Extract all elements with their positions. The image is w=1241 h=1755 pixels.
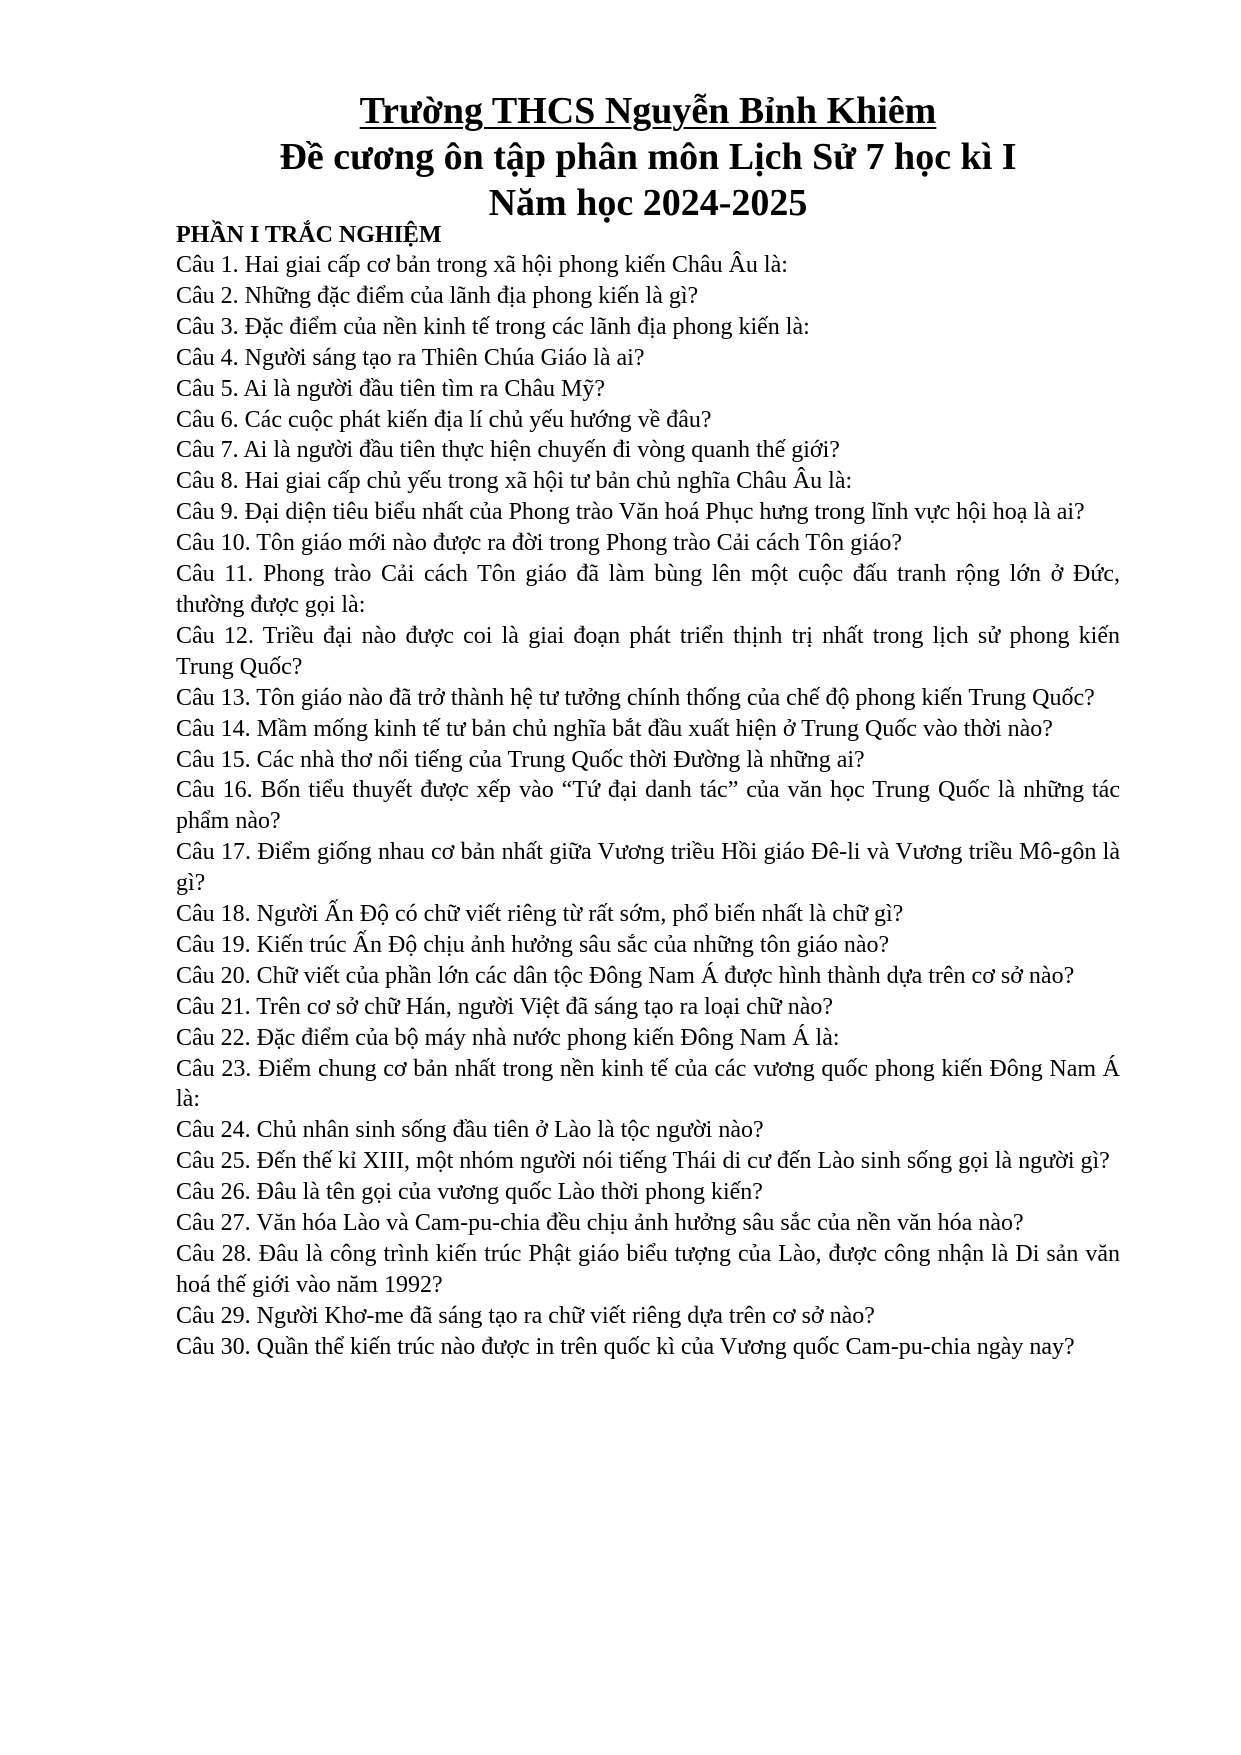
question-item: Câu 1. Hai giai cấp cơ bản trong xã hội phong kiến Châu Âu là: <box>176 252 788 278</box>
school-name: Trường THCS Nguyễn Bỉnh Khiêm <box>359 90 937 132</box>
question-item: Câu 6. Các cuộc phát kiến địa lí chủ yếu hướng về đâu? <box>176 406 712 433</box>
question-item: Câu 11. Phong trào Cải cách Tôn giáo đã làm bùng lên một cuộc đấu tranh rộng lớn ở Đức, thường được gọi là: <box>176 561 1120 618</box>
question-item: Câu 25. Đến thế kỉ XIII, một nhóm người nói tiếng Thái di cư đến Lào sinh sống gọi là người gì? <box>176 1148 1110 1175</box>
question-item: Câu 23. Điểm chung cơ bản nhất trong nền kinh tế của các vương quốc phong kiến Đông Nam Á là: <box>176 1055 1120 1113</box>
question-item: Câu 28. Đâu là công trình kiến trúc Phật giáo biểu tượng của Lào, được công nhận là Di sản văn hoá thế giới vào năm 1992? <box>176 1241 1120 1298</box>
question-item: Câu 27. Văn hóa Lào và Cam-pu-chia đều chịu ảnh hưởng sâu sắc của nền văn hóa nào? <box>176 1210 1024 1237</box>
document-title: Đề cương ôn tập phân môn Lịch Sử 7 học kì I <box>279 136 1017 178</box>
question-item: Câu 3. Đặc điểm của nền kinh tế trong các lãnh địa phong kiến là: <box>176 313 810 340</box>
question-item: Câu 24. Chủ nhân sinh sống đầu tiên ở Lào là tộc người nào? <box>176 1117 764 1144</box>
question-item: Câu 29. Người Khơ-me đã sáng tạo ra chữ viết riêng dựa trên cơ sở nào? <box>176 1302 875 1329</box>
question-item: Câu 8. Hai giai cấp chủ yếu trong xã hội tư bản chủ nghĩa Châu Âu là: <box>176 468 853 495</box>
question-item: Câu 9. Đại diện tiêu biểu nhất của Phong trào Văn hoá Phục hưng trong lĩnh vực hội hoạ là ai? <box>176 499 1085 526</box>
question-item: Câu 19. Kiến trúc Ấn Độ chịu ảnh hưởng sâu sắc của những tôn giáo nào? <box>176 931 890 958</box>
question-item: Câu 16. Bốn tiểu thuyết được xếp vào “Tứ đại danh tác” của văn học Trung Quốc là những tác phẩm nào? <box>176 777 1120 835</box>
question-item: Câu 5. Ai là người đầu tiên tìm ra Châu Mỹ? <box>176 375 605 402</box>
question-item: Câu 18. Người Ấn Độ có chữ viết riêng từ rất sớm, phổ biến nhất là chữ gì? <box>176 901 904 928</box>
question-item: Câu 22. Đặc điểm của bộ máy nhà nước phong kiến Đông Nam Á là: <box>176 1024 840 1051</box>
question-item: Câu 13. Tôn giáo nào đã trở thành hệ tư tưởng chính thống của chế độ phong kiến Trung Quốc? <box>176 684 1095 711</box>
question-item: Câu 30. Quần thể kiến trúc nào được in trên quốc kì của Vương quốc Cam-pu-chia ngày nay? <box>176 1333 1075 1360</box>
question-item: Câu 21. Trên cơ sở chữ Hán, người Việt đã sáng tạo ra loại chữ nào? <box>176 993 834 1020</box>
question-item: Câu 7. Ai là người đầu tiên thực hiện chuyến đi vòng quanh thế giới? <box>176 437 840 464</box>
school-year: Năm học 2024-2025 <box>488 182 808 224</box>
question-item: Câu 12. Triều đại nào được coi là giai đoạn phát triển thịnh trị nhất trong lịch sử phong kiến Trung Quốc? <box>176 622 1120 680</box>
document-header <box>0 88 1241 226</box>
question-item: Câu 20. Chữ viết của phần lớn các dân tộc Đông Nam Á được hình thành dựa trên cơ sở nào? <box>176 962 1075 989</box>
question-item: Câu 4. Người sáng tạo ra Thiên Chúa Giáo là ai? <box>176 344 645 371</box>
question-item: Câu 26. Đâu là tên gọi của vương quốc Lào thời phong kiến? <box>176 1179 763 1206</box>
question-item: Câu 14. Mầm mống kinh tế tư bản chủ nghĩa bắt đầu xuất hiện ở Trung Quốc vào thời nào? <box>176 715 1053 742</box>
question-item: Câu 2. Những đặc điểm của lãnh địa phong kiến là gì? <box>176 282 699 309</box>
section-title: PHẦN I TRẮC NGHIỆM <box>176 222 442 248</box>
question-item: Câu 15. Các nhà thơ nổi tiếng của Trung Quốc thời Đường là những ai? <box>176 746 865 773</box>
question-item: Câu 17. Điểm giống nhau cơ bản nhất giữa Vương triều Hồi giáo Đê-li và Vương triều Mô-gôn là gì? <box>176 839 1120 897</box>
question-item: Câu 10. Tôn giáo mới nào được ra đời trong Phong trào Cải cách Tôn giáo? <box>176 530 903 557</box>
question-list <box>176 250 1120 1363</box>
